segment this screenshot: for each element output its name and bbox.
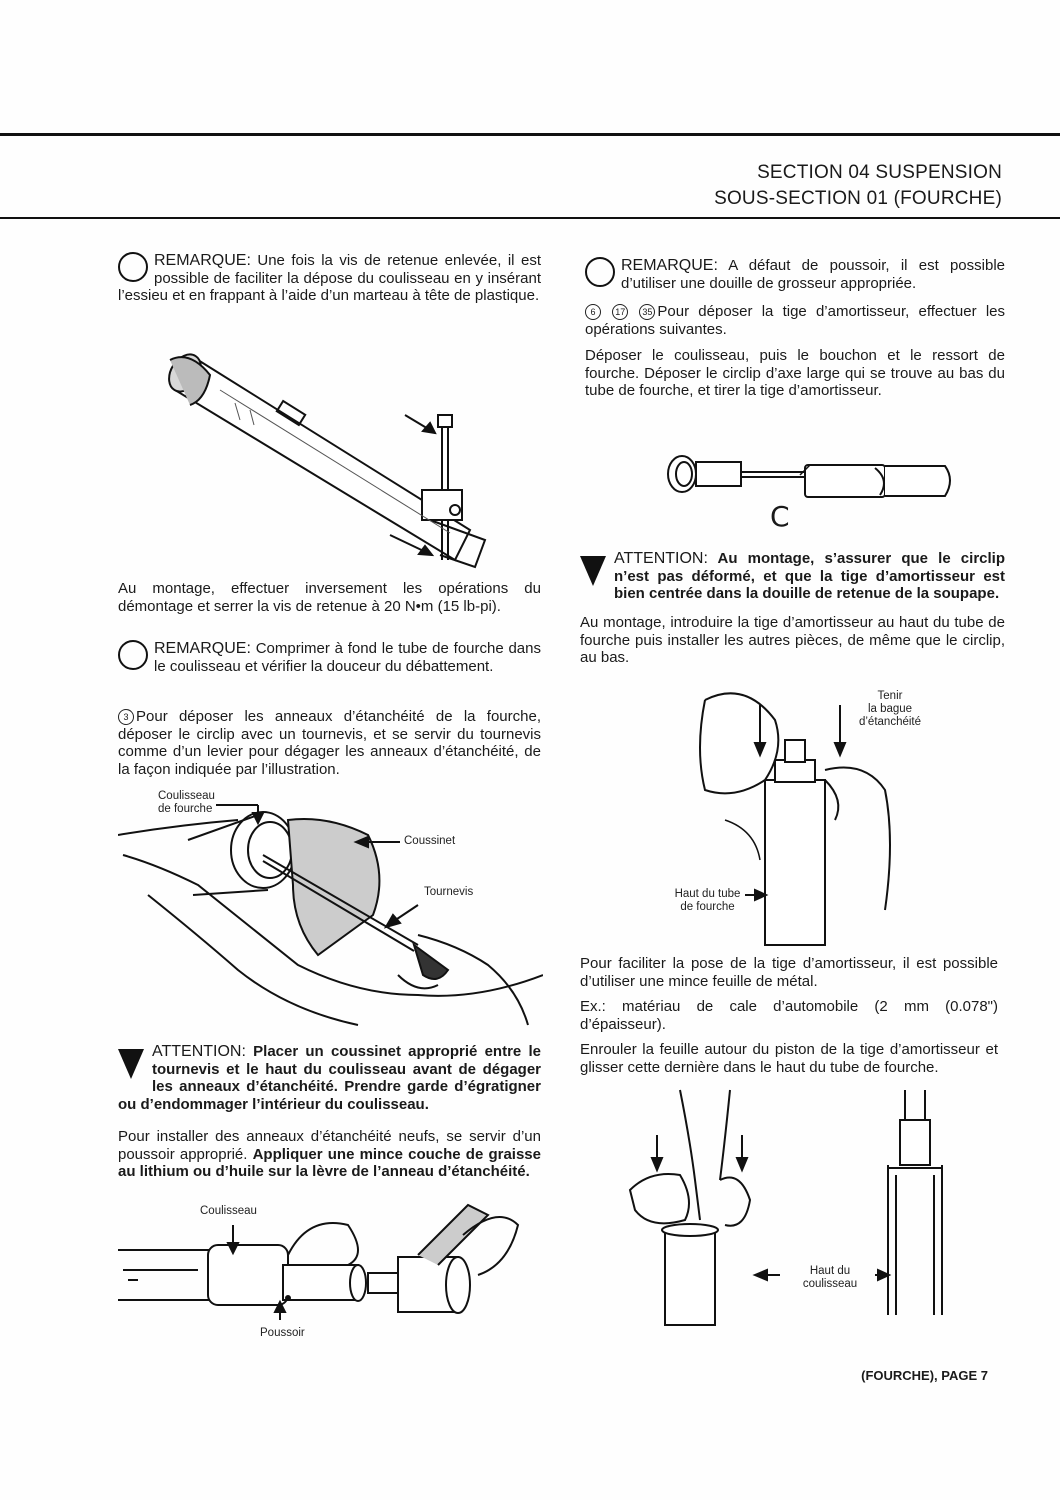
fig3-label-poussoir: Poussoir [260, 1327, 305, 1339]
note-icon [118, 252, 148, 282]
warning-icon [580, 556, 606, 586]
header-rule [0, 217, 1060, 219]
section-title: SECTION 04 SUSPENSION [757, 162, 1002, 183]
figure-seal-install [118, 1195, 543, 1345]
note-icon [585, 257, 615, 287]
left-attention-1 [118, 1043, 541, 1113]
figure-fork-tube-axle [150, 345, 510, 575]
right-note-3 [585, 257, 1005, 292]
note-text: Comprimer à fond le tube de fourche dans le coulisseau et vérifier la douceur du débattement. [154, 640, 541, 675]
left-note-2 [118, 640, 541, 675]
note-icon [118, 640, 148, 670]
install-text: Pour installer des anneaux d’étanchéité neufs, se servir d’un poussoir approprié. [118, 1128, 541, 1163]
subsection-title: SOUS-SECTION 01 (FOURCHE) [714, 188, 1002, 209]
attention-label: ATTENTION: [152, 1043, 246, 1060]
warning-icon [118, 1049, 144, 1079]
note-label: REMARQUE: [621, 257, 718, 274]
ex-text: Ex.: matériau de cale d’automobile (2 mm (0.078") d’épaisseur). [580, 998, 998, 1033]
montage2-text: Au montage, introduire la tige d’amortisseur au haut du tube de fourche puis installer les autres pièces, de même que le circlip, au bas. [580, 614, 1005, 666]
faciliter-text: Pour faciliter la pose de la tige d’amortisseur, il est possible d’utiliser une mince feuille de métal. [580, 955, 998, 990]
right-attention-2 [580, 550, 1005, 603]
left-step-3 [118, 708, 541, 778]
step-number-35: 35 [639, 304, 655, 320]
right-para-deposer [585, 347, 1005, 408]
left-para-montage [118, 580, 541, 623]
figure-metal-sheet [620, 1080, 960, 1330]
step-number-6: 6 [585, 304, 601, 320]
step-number-3: 3 [118, 709, 134, 725]
step-text: Pour déposer la tige d’amortisseur, effectuer les opérations suivantes. [585, 303, 1005, 338]
attention-text: Au montage, s’assurer que le circlip n’est pas déformé, et que la tige d’amortisseur est bien centrée dans la douille de retenue de la soupape. [614, 550, 1005, 602]
top-rule [0, 133, 1060, 136]
attention-text: Placer un coussinet approprié entre le tournevis et le haut du coulisseau avant de dégager les anneaux d’étanchéité. Prendre garde d’égratigner ou d’endommager l’intérieur du coulisseau. [118, 1043, 541, 1113]
right-steps [585, 303, 1005, 338]
step-number-17: 17 [612, 304, 628, 320]
section-header [714, 160, 1002, 212]
figure-seal-removal [118, 795, 543, 1035]
note-text: Une fois la vis de retenue enlevée, il est possible de faciliter la dépose du coulisseau en y insérant l’essieu et en frappant à l’aide d’un marteau à tête de plastique. [118, 252, 541, 304]
install-text-bold: Appliquer une mince couche de graisse au lithium ou d’huile sur la lèvre de l’anneau d’étanchéité. [118, 1145, 541, 1180]
page-footer: (FOURCHE), PAGE 7 [861, 1368, 988, 1383]
figure-label-c: C [770, 500, 790, 533]
fig3-label-coulisseau: Coulisseau [200, 1205, 257, 1217]
fig2-label-coulisseau: Coulisseau de fourche [158, 790, 215, 815]
right-para-montage [580, 614, 1005, 675]
fig2-label-tournevis: Tournevis [424, 886, 474, 898]
montage-text: Au montage, effectuer inversement les opérations du démontage et serrer la vis de retenue à 20 N•m (15 lb-pi). [118, 580, 541, 615]
figure-damper-rod [660, 450, 960, 540]
enrouler-text: Enrouler la feuille autour du piston de la tige d’amortisseur et glisser cette dernière dans le haut du tube de fourche. [580, 1041, 998, 1076]
right-para-faciliter [580, 955, 998, 1084]
deposer-text: Déposer le coulisseau, puis le bouchon et le ressort de fourche. Déposer le circlip d’axe large qui se trouve au bas du tube de fourche, et tirer la tige d’amortisseur. [585, 347, 1005, 399]
note-label: REMARQUE: [154, 640, 251, 657]
step-text: Pour déposer les anneaux d’étanchéité de la fourche, déposer le circlip avec un tournevis, et se servir du tournevis comme d’un levier pour dégager les anneaux d’étanchéité, de la façon indiquée par l’illustration. [118, 708, 541, 778]
left-note-1 [118, 252, 541, 305]
fig6-label-haut-coulisseau: Haut du coulisseau [802, 1265, 858, 1290]
note-label: REMARQUE: [154, 252, 251, 269]
fig5-label-tenir: Tenir la bague d’étanchéité [858, 690, 922, 728]
fig2-label-coussinet: Coussinet [404, 835, 456, 847]
fig5-label-haut-tube: Haut du tube de fourche [674, 888, 741, 913]
note-text: A défaut de poussoir, il est possible d’utiliser une douille de grosseur appropriée. [621, 257, 1005, 292]
left-para-install [118, 1128, 541, 1181]
attention-label: ATTENTION: [614, 550, 708, 567]
